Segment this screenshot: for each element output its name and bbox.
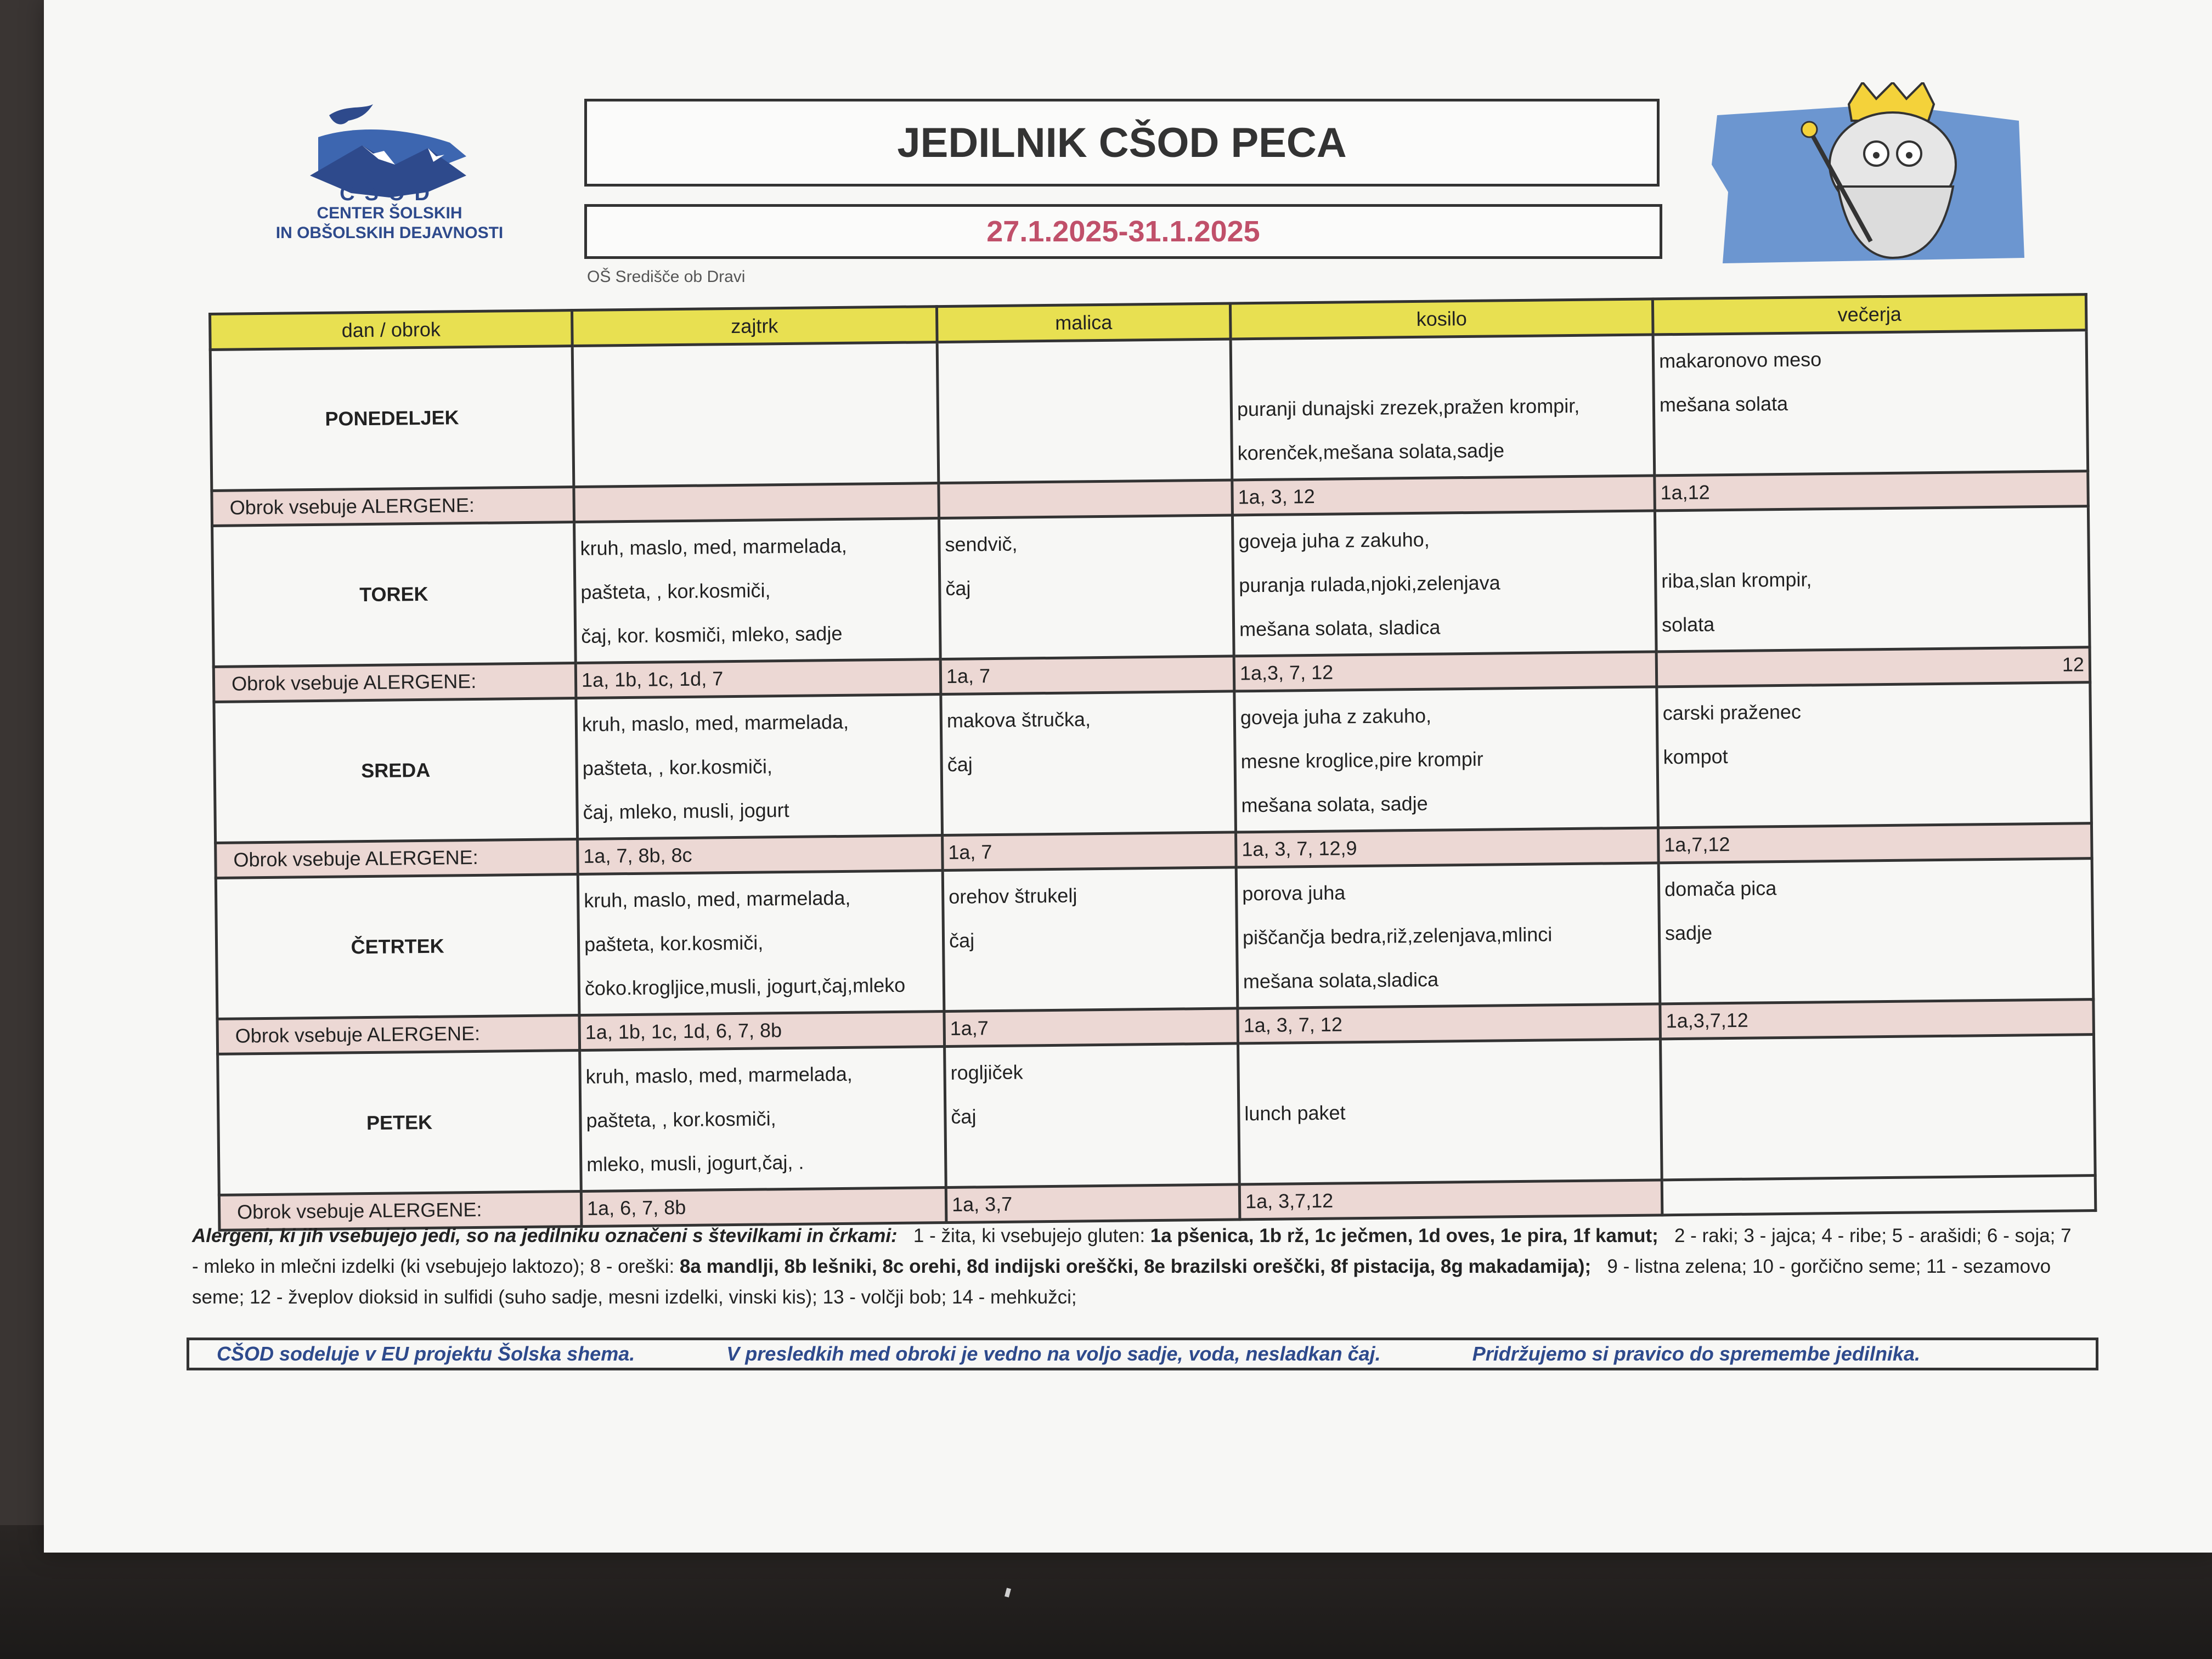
- footer-center: V presledkih med obroki je vedno na voljo sadje, voda, nesladkan čaj.: [726, 1342, 1381, 1365]
- allergen-cell-zajtrk: [574, 483, 939, 522]
- meal-line: čaj: [945, 577, 971, 600]
- allergen-cell-malica: 1a, 3,7: [946, 1184, 1240, 1223]
- meal-line: sendvič,: [945, 532, 1018, 556]
- meal-line: kompot: [1663, 745, 1728, 769]
- meal-line: piščančja bedra,riž,zelenjava,mlinci: [1242, 923, 1553, 949]
- meal-cell-zajtrk: [572, 342, 939, 487]
- meal-cell-vecerja: [1653, 330, 2088, 476]
- meal-line: mešana solata, sladica: [1239, 616, 1441, 641]
- meal-line: makaronovo meso: [1658, 348, 1822, 373]
- meal-line: čaj: [949, 929, 975, 952]
- allergen-legend: [192, 1221, 2079, 1313]
- allergen-cell-kosilo: 1a, 3, 7, 12: [1238, 1004, 1661, 1043]
- menu-table: [208, 293, 2097, 1232]
- allergen-label: Obrok vsebuje ALERGENE:: [216, 839, 578, 878]
- meal-line: solata: [1661, 613, 1715, 636]
- legend-item-8-detail: 8a mandlji, 8b lešniki, 8c orehi, 8d indijski oreščki, 8e brazilski oreščki, 8f pistacija, 8g makadamija);: [679, 1256, 1592, 1277]
- meal-line: [1661, 511, 2083, 559]
- meal-line: mesne kroglice,pire krompir: [1240, 747, 1484, 773]
- legend-item-1-detail: 1a pšenica, 1b rž, 1c ječmen, 1d oves, 1e pira, 1f kamut;: [1150, 1225, 1658, 1246]
- meal-line: pašteta, kor.kosmiči,: [584, 931, 764, 956]
- legend-items-2-8: 2 - raki; 3 - jajca; 4 - ribe; 5 - arašidi; 6 - soja; 7 - mleko in mlečni izdelki (ki vsebujejo laktozo); 8 - oreški:: [192, 1225, 2072, 1277]
- meal-line: kruh, maslo, med, marmelada,: [584, 886, 851, 912]
- allergen-cell-vecerja: 1a,3,7,12: [1660, 1000, 2094, 1039]
- date-range: 27.1.2025-31.1.2025: [584, 204, 1662, 259]
- meal-line: čaj: [947, 753, 973, 776]
- day-name: PETEK: [218, 1050, 582, 1195]
- meal-line: orehov štrukelj: [949, 884, 1077, 908]
- meal-line: mešana solata,sladica: [1243, 968, 1439, 993]
- meal-cell-vecerja: [1661, 1035, 2096, 1180]
- meal-cell-malica: [939, 515, 1234, 659]
- allergen-cell-vecerja: [1662, 1176, 2096, 1215]
- meal-line: carski praženec: [1662, 700, 1802, 725]
- meal-line: goveja juha z zakuho,: [1238, 528, 1430, 553]
- allergen-cell-vecerja: 1a,12: [1655, 471, 2089, 511]
- table-row: [212, 506, 2090, 667]
- meal-line: kruh, maslo, med, marmelada,: [585, 1062, 853, 1088]
- meal-line: čaj, kor. kosmiči, mleko, sadje: [580, 622, 843, 647]
- meal-line: mleko, musli, jogurt,čaj, .: [586, 1150, 804, 1176]
- meal-line: rogljiček: [950, 1060, 1023, 1084]
- meal-cell-kosilo: [1234, 687, 1658, 832]
- allergen-cell-malica: 1a,7: [944, 1008, 1238, 1047]
- allergen-cell-vecerja: 12: [1656, 647, 2090, 687]
- meal-line: korenček,mešana solata,sadje: [1237, 439, 1505, 465]
- meal-line: puranji dunajski zrezek,pražen krompir,: [1237, 394, 1580, 421]
- meal-line: čoko.krogljice,musli, jogurt,čaj,mleko: [584, 973, 906, 1000]
- allergen-label: Obrok vsebuje ALERGENE:: [213, 663, 576, 702]
- allergen-cell-kosilo: 1a, 3, 12: [1232, 476, 1655, 515]
- meal-cell-vecerja: [1657, 682, 2092, 828]
- column-header-kosilo: kosilo: [1230, 299, 1653, 339]
- legend-items-9-14: 9 - listna zelena; 10 - gorčično seme; 11 - sezamovo seme; 12 - žveplov dioksid in sulfidi (suho sadje, mesni izdelki, vinski kis); 13 - volčji bob; 14 - mehkužci;: [192, 1256, 2051, 1308]
- meal-line: pašteta, , kor.kosmiči,: [582, 755, 773, 780]
- meal-line: puranja rulada,njoki,zelenjava: [1239, 571, 1500, 597]
- allergen-cell-zajtrk: 1a, 1b, 1c, 1d, 6, 7, 8b: [579, 1012, 945, 1051]
- meal-cell-malica: [943, 867, 1238, 1012]
- meal-cell-malica: [937, 339, 1232, 483]
- meal-line: čaj: [951, 1105, 977, 1128]
- meal-line: makova štručka,: [946, 708, 1091, 732]
- table-row: [214, 682, 2092, 843]
- logo-abbreviation: CŠOD: [340, 182, 439, 205]
- allergen-label: Obrok vsebuje ALERGENE:: [219, 1191, 582, 1230]
- meal-line: sadje: [1664, 921, 1713, 945]
- meal-line: domača pica: [1664, 877, 1777, 901]
- allergen-cell-vecerja: 1a,7,12: [1658, 823, 2092, 863]
- logo-line-3: IN OBŠOLSKIH DEJAVNOSTI: [275, 224, 504, 242]
- meal-line: [1237, 340, 1648, 388]
- menu-body: [210, 330, 2096, 1231]
- meal-line: čaj, mleko, musli, jogurt: [583, 798, 789, 823]
- allergen-cell-kosilo: 1a,3, 7, 12: [1234, 652, 1657, 691]
- allergen-cell-kosilo: 1a, 3, 7, 12,9: [1236, 828, 1659, 867]
- day-name: PONEDELJEK: [210, 346, 574, 491]
- page-title: JEDILNIK CŠOD PECA: [584, 99, 1660, 187]
- meal-cell-kosilo: [1232, 511, 1656, 656]
- meal-line: porova juha: [1242, 881, 1346, 905]
- meal-line: kruh, maslo, med, marmelada,: [580, 534, 847, 560]
- allergen-cell-zajtrk: 1a, 1b, 1c, 1d, 7: [575, 659, 941, 698]
- meal-line: riba,slan krompir,: [1661, 568, 1812, 592]
- meal-cell-zajtrk: [574, 518, 941, 663]
- meal-line: mešana solata: [1659, 392, 1788, 416]
- meal-line: [1244, 1043, 1655, 1092]
- column-header-vecerja: večerja: [1652, 295, 2086, 335]
- allergen-cell-malica: 1a, 7: [943, 832, 1237, 871]
- legend-item-1: 1 - žita, ki vsebujejo gluten:: [913, 1225, 1150, 1246]
- footer-notice: [187, 1338, 2098, 1370]
- meal-cell-zajtrk: [578, 871, 944, 1015]
- meal-line: lunch paket: [1244, 1101, 1346, 1125]
- meal-cell-kosilo: [1238, 1039, 1662, 1184]
- footer-right: Pridržujemo si pravico do spremembe jedilnika.: [1472, 1342, 1920, 1365]
- day-name: TOREK: [212, 522, 576, 667]
- column-header-day: dan / obrok: [210, 311, 573, 350]
- column-header-zajtrk: zajtrk: [572, 307, 937, 346]
- meal-cell-malica: [941, 691, 1236, 836]
- allergen-label: Obrok vsebuje ALERGENE:: [212, 487, 574, 526]
- table-row: [218, 1035, 2096, 1195]
- meal-line: goveja juha z zakuho,: [1240, 704, 1432, 729]
- table-row: [210, 330, 2088, 491]
- crowned-king-mascot-icon: [1712, 82, 2030, 274]
- meal-cell-vecerja: [1655, 506, 2090, 652]
- meal-cell-kosilo: [1231, 335, 1655, 480]
- meal-line: pašteta, , kor.kosmiči,: [586, 1107, 776, 1132]
- day-name: ČETRTEK: [216, 874, 579, 1019]
- allergen-cell-malica: 1a, 7: [940, 656, 1234, 695]
- logo-line-2: CENTER ŠOLSKIH: [317, 204, 462, 222]
- meal-cell-zajtrk: [580, 1047, 946, 1192]
- legend-lead: Alergeni, ki jih vsebujejo jedi, so na jedilniku označeni s številkami in črkami:: [192, 1225, 898, 1246]
- school-name: OŠ Središče ob Dravi: [587, 268, 746, 286]
- logo-text: [241, 184, 538, 243]
- allergen-label: Obrok vsebuje ALERGENE:: [217, 1015, 580, 1054]
- meal-cell-vecerja: [1658, 859, 2094, 1004]
- meal-cell-malica: [945, 1043, 1240, 1188]
- allergen-cell-zajtrk: 1a, 6, 7, 8b: [581, 1188, 946, 1227]
- allergen-cell-malica: [939, 480, 1233, 518]
- meal-cell-kosilo: [1236, 863, 1660, 1008]
- meal-cell-zajtrk: [576, 695, 943, 839]
- meal-line: mešana solata, sadje: [1241, 792, 1428, 817]
- allergen-cell-zajtrk: 1a, 7, 8b, 8c: [578, 836, 943, 874]
- day-name: SREDA: [214, 698, 578, 843]
- footer-left: CŠOD sodeluje v EU projektu Šolska shema.: [217, 1342, 635, 1365]
- allergen-cell-kosilo: 1a, 3,7,12: [1239, 1180, 1662, 1220]
- table-row: [216, 859, 2094, 1019]
- meal-line: pašteta, , kor.kosmiči,: [580, 579, 771, 603]
- meal-line: kruh, maslo, med, marmelada,: [582, 710, 849, 736]
- column-header-malica: malica: [936, 303, 1231, 342]
